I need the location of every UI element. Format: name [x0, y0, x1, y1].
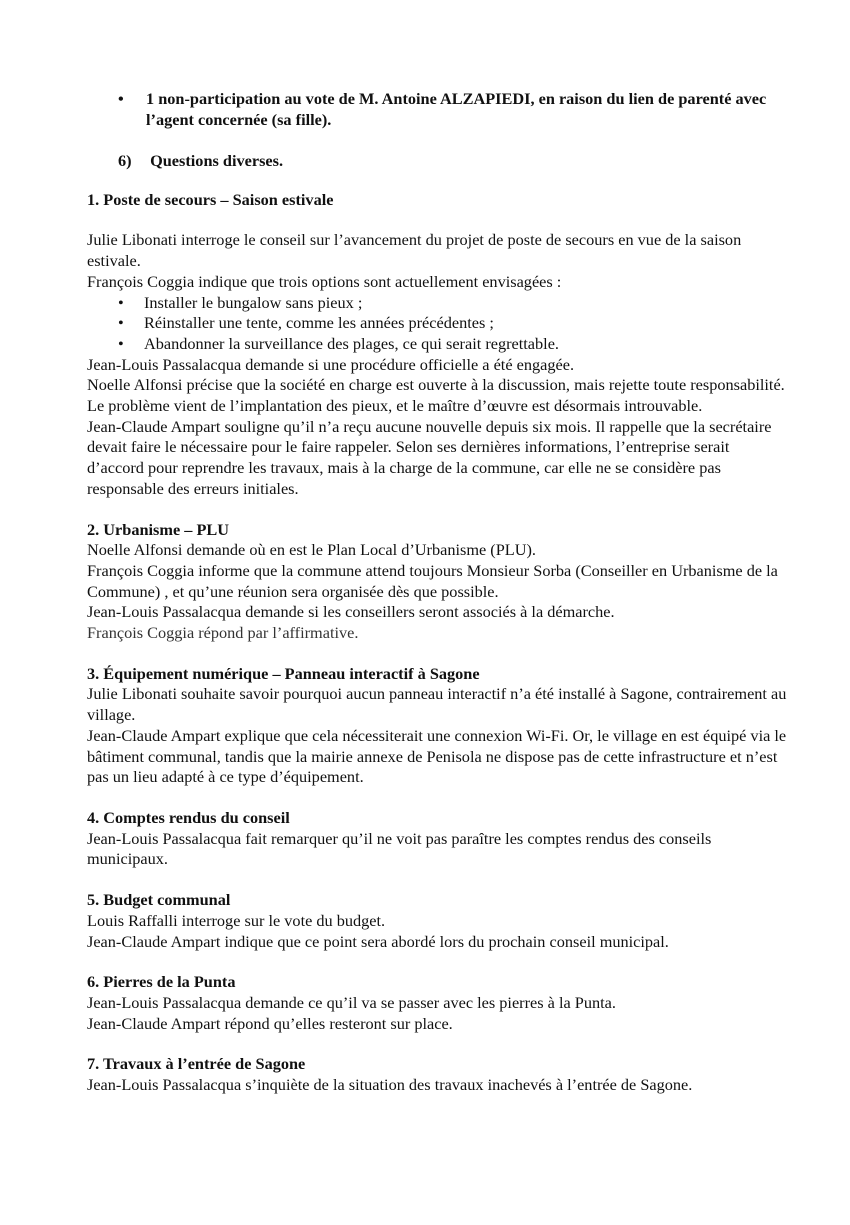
option-item: • Installer le bungalow sans pieux ; — [118, 292, 363, 312]
paragraph: Jean-Louis Passalacqua demande si une procédure officielle a été engagée. — [87, 354, 575, 374]
section-pierres-punta — [87, 972, 787, 1034]
bullet-icon: • — [118, 313, 124, 333]
section-heading: 6. Pierres de la Punta — [87, 972, 236, 992]
paragraph: Jean-Louis Passalacqua demande si les conseillers seront associés à la démarche. — [87, 602, 615, 622]
paragraph: François Coggia indique que trois options sont actuellement envisagées : — [87, 271, 562, 291]
vote-bullet-text: 1 non-participation au vote de M. Antoine ALZAPIEDI, en raison du lien de parenté avec l’agent concernée (sa fille). — [146, 89, 767, 129]
paragraph: Noelle Alfonsi demande où en est le Plan Local d’Urbanisme (PLU). — [87, 540, 536, 560]
section-heading: 2. Urbanisme – PLU — [87, 519, 230, 539]
option-item: • Réinstaller une tente, comme les années précédentes ; — [118, 313, 494, 333]
section-heading: 5. Budget communal — [87, 890, 231, 910]
section-budget — [87, 890, 787, 952]
bullet-icon: • — [118, 89, 124, 108]
option-item: • Abandonner la surveillance des plages, ce qui serait regrettable. — [118, 333, 559, 353]
options-list — [87, 293, 787, 355]
agenda-item-heading — [87, 151, 787, 172]
section-heading: 3. Équipement numérique – Panneau interactif à Sagone — [87, 663, 480, 683]
paragraph: Julie Libonati souhaite savoir pourquoi aucun panneau interactif n’a été installé à Sagone, contrairement au village. — [87, 684, 787, 725]
section-heading-poste-de-secours: 1. Poste de secours – Saison estivale — [87, 189, 334, 209]
paragraph: François Coggia répond par l’affirmative. — [87, 623, 359, 643]
paragraph: Jean-Claude Ampart indique que ce point sera abordé lors du prochain conseil municipal. — [87, 931, 669, 951]
vote-bullet — [87, 88, 787, 130]
paragraph: Julie Libonati interroge le conseil sur l’avancement du projet de poste de secours en vue de la saison estivale. — [87, 230, 742, 271]
paragraph: Jean-Louis Passalacqua s’inquiète de la situation des travaux inachevés à l’entrée de Sagone. — [87, 1075, 693, 1095]
paragraph: Jean-Claude Ampart souligne qu’il n’a reçu aucune nouvelle depuis six mois. Il rappelle que la secrétaire devait faire le nécessaire pour le faire rappeler. Selon ses dernières informations, l’entreprise serait d’accord pour reprendre les travaux, mais à la charge de la commune, car elle ne se considère pas responsable des erreurs initiales. — [87, 416, 772, 498]
section-urbanisme — [87, 520, 787, 644]
bullet-icon: • — [118, 333, 124, 353]
section-equipement-numerique — [87, 664, 787, 788]
section-heading: 4. Comptes rendus du conseil — [87, 807, 290, 827]
paragraph: Louis Raffalli interroge sur le vote du budget. — [87, 910, 386, 930]
section-comptes-rendus — [87, 808, 787, 870]
bullet-icon: • — [118, 292, 124, 312]
section-travaux-sagone — [87, 1054, 787, 1095]
paragraph: Jean-Claude Ampart répond qu’elles resteront sur place. — [87, 1013, 453, 1033]
document-page — [87, 88, 787, 1096]
agenda-item-number: 6) — [118, 151, 132, 170]
paragraph: Noelle Alfonsi précise que la société en charge est ouverte à la discussion, mais rejette toute responsabilité. Le problème vient de l’implantation des pieux, et le maître d’œuvre est désormais introuvable. — [87, 375, 785, 416]
paragraph: Jean-Louis Passalacqua fait remarquer qu’il ne voit pas paraître les comptes rendus des conseils municipaux. — [87, 828, 712, 869]
section-heading: 7. Travaux à l’entrée de Sagone — [87, 1054, 306, 1074]
paragraph: Jean-Louis Passalacqua demande ce qu’il va se passer avec les pierres à la Punta. — [87, 992, 616, 1012]
agenda-item-title: Questions diverses. — [150, 151, 284, 170]
paragraph: Jean-Claude Ampart explique que cela nécessiterait une connexion Wi-Fi. Or, le village en est équipé via le bâtiment communal, tandis que la mairie annexe de Penisola ne dispose pas de cette infrastructure et n’est pas un lieu adapté à ce type d’équipement. — [87, 725, 787, 787]
paragraph: François Coggia informe que la commune attend toujours Monsieur Sorba (Conseiller en Urbanisme de la Commune) , et qu’une réunion sera organisée dès que possible. — [87, 560, 778, 601]
